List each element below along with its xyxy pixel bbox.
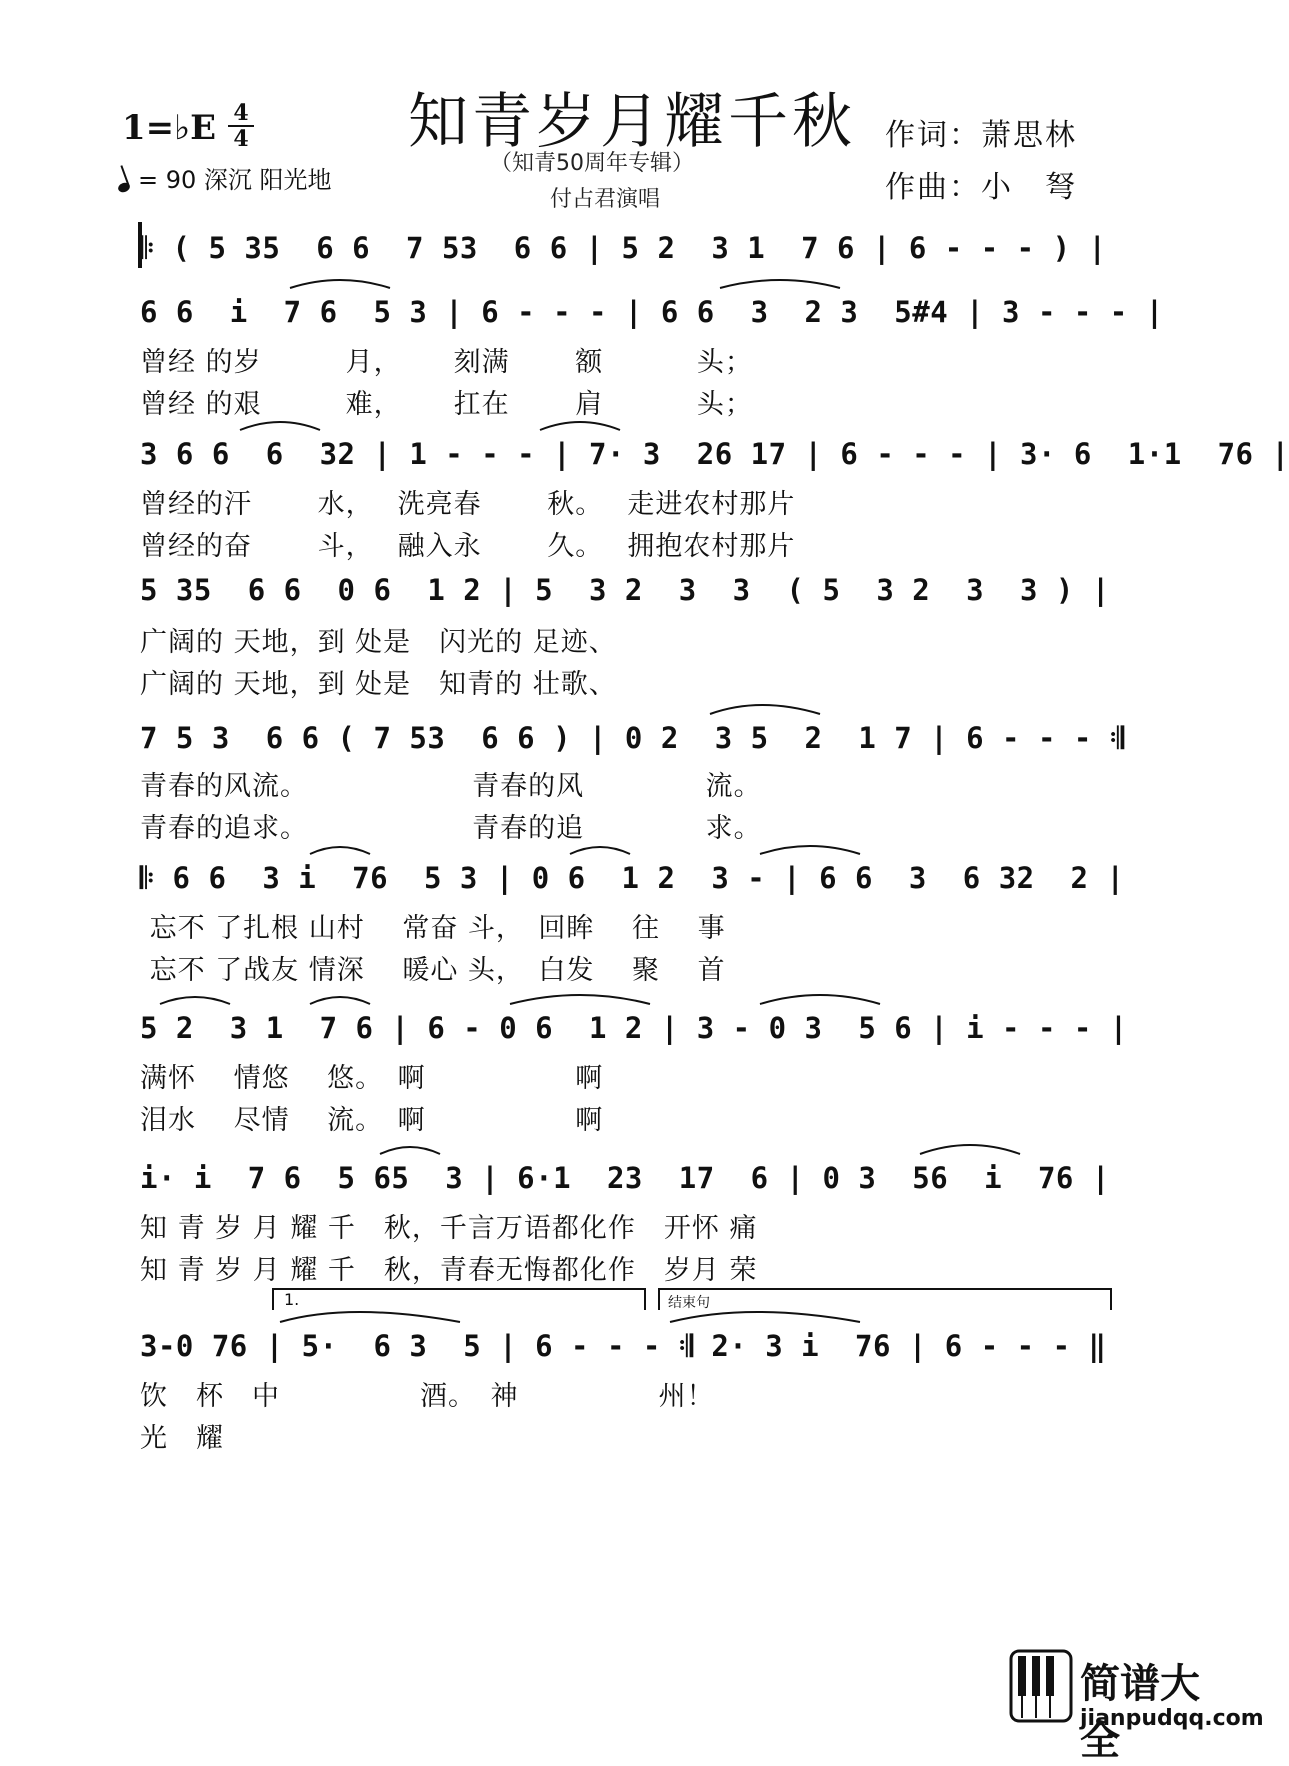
- score-line-2: [140, 292, 1164, 332]
- notation-line-5: 7 5 3 6 6 ( 7 53 6 6 ) | 0 2 3 5 2 1 7 | 6 - - - 𝄇: [140, 721, 1125, 755]
- volta-ending-label: 结束句: [668, 1295, 710, 1311]
- meter-bottom: 4: [233, 126, 249, 152]
- key-signature: 1=♭E: [122, 108, 217, 148]
- notation-line-8: i· i 7 6 5 65 3 | 6·1 23 17 6 | 0 3 56 i 76 |: [140, 1161, 1110, 1195]
- volta-bracket-1: [272, 1288, 646, 1310]
- lyric-verse1-line-7: 知 青 岁 月 耀 千 秋，千言万语都化作 开怀 痛: [140, 1213, 758, 1244]
- composer-credit: 作曲：小 弩: [885, 170, 1077, 205]
- time-signature: [228, 102, 254, 150]
- site-logo-name: 简谱大全: [1080, 1661, 1200, 1764]
- lyric-verse1-line-1: 曾经 的岁 月， 刻满 额 头；: [140, 347, 753, 378]
- lyric-verse2-line-4: 青春的追求。 青春的追 求。: [140, 813, 762, 844]
- lyric-verse1-line-3: 广阔的 天地，到 处是 闪光的 足迹、: [140, 627, 617, 658]
- lyric-verse2-line-6: 泪水 尽情 流。 啊 啊: [140, 1105, 604, 1136]
- piano-keys-icon: [1010, 1650, 1072, 1722]
- lyric-verse2-line-3: 广阔的 天地，到 处是 知青的 壮歌、: [140, 669, 617, 700]
- notation-line-1: 𝄆 ( 5 35 6 6 7 53 6 6 | 5 2 3 1 7 6 | 6 - - - ) |: [140, 231, 1107, 265]
- lyric-verse2-line-1: 曾经 的艰 难， 扛在 肩 头；: [140, 389, 753, 420]
- notation-line-3: 3 6 6 6 32 | 1 - - - | 7· 3 26 17 | 6 - - - | 3· 6 1·1 76 |: [140, 437, 1289, 471]
- score-line-9: [140, 1326, 1118, 1366]
- site-logo: [1010, 1650, 1264, 1764]
- lyric-verse1-line-8: 饮 杯 中 酒。 神 州！: [140, 1381, 715, 1412]
- tempo-marking: [118, 160, 332, 195]
- notation-line-4: 5 35 6 6 0 6 1 2 | 5 3 2 3 3 ( 5 3 2 3 3 ) |: [140, 573, 1110, 607]
- lyric-verse2-line-7: 知 青 岁 月 耀 千 秋，青春无悔都化作 岁月 荣: [140, 1255, 758, 1286]
- lyric-verse2-line-5: 忘不 了战友 情深 暖心 头， 白发 聚 首: [140, 955, 726, 986]
- album-subtitle: （知青50周年专辑）: [490, 151, 694, 176]
- lyric-verse2-line-2: 曾经的奋 斗， 融入永 久。 拥抱农村那片: [140, 531, 796, 562]
- meter-top: 4: [233, 100, 249, 126]
- notation-line-9: 3-0 76 | 5· 6 3 5 | 6 - - - 𝄇 2· 3 i 76 | 6 - - - ‖: [140, 1329, 1107, 1363]
- song-title: 知青岁月耀千秋: [408, 87, 856, 157]
- notation-line-2: 6 6 i 7 6 5 3 | 6 - - - | 6 6 3 2 3 5#4 | 3 - - - |: [140, 295, 1164, 329]
- lyricist-credit: 作词：萧思林: [885, 118, 1077, 153]
- score-line-6: [140, 858, 1125, 898]
- score-line-3: [140, 434, 1289, 474]
- tempo-text: = 90 深沉 阳光地: [138, 166, 332, 194]
- site-logo-url: jianpudqq.com: [1080, 1706, 1264, 1731]
- score-line-5: [140, 718, 1125, 758]
- score-line-4: [140, 570, 1118, 610]
- notation-line-7: 5 2 3 1 7 6 | 6 - 0 6 1 2 | 3 - 0 3 5 6 | i - - - |: [140, 1011, 1128, 1045]
- volta-1-label: 1.: [284, 1290, 300, 1309]
- lyric-verse2-line-8: 光 耀: [140, 1423, 224, 1454]
- score-line-8: [140, 1158, 1118, 1198]
- lyric-verse1-line-2: 曾经的汗 水， 洗亮春 秋。 走进农村那片: [140, 489, 796, 520]
- lyric-verse1-line-5: 忘不 了扎根 山村 常奋 斗， 回眸 往 事: [140, 913, 726, 944]
- quarter-note-icon: [117, 181, 131, 194]
- score-line-1: [140, 228, 1118, 268]
- lyric-verse1-line-6: 满怀 情悠 悠。 啊 啊: [140, 1063, 604, 1094]
- lyric-verse1-line-4: 青春的风流。 青春的风 流。: [140, 771, 762, 802]
- notation-line-6: 𝄆 6 6 3 i 76 5 3 | 0 6 1 2 3 - | 6 6 3 6 32 2 |: [140, 861, 1125, 895]
- singer-credit: 付占君演唱: [550, 187, 661, 212]
- volta-bracket-ending: [658, 1288, 1112, 1310]
- score-line-7: [140, 1008, 1128, 1048]
